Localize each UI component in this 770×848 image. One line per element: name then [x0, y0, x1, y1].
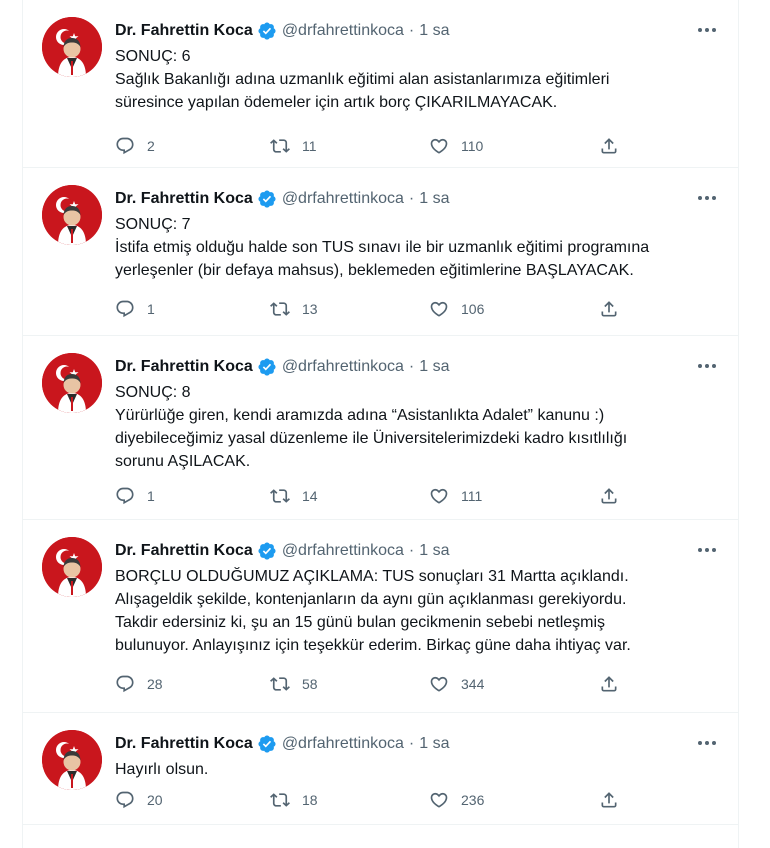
tweet-text-line: sorunu AŞILACAK.	[115, 453, 251, 470]
tweet-actions	[115, 298, 635, 320]
share-button[interactable]	[599, 135, 619, 157]
heart-icon	[429, 790, 449, 810]
tweet-text	[115, 45, 715, 114]
author-handle[interactable]: @drfahrettinkoca	[281, 190, 404, 207]
reply-count: 2	[147, 138, 155, 154]
tweet-actions	[115, 485, 635, 507]
author-handle[interactable]: @drfahrettinkoca	[281, 735, 404, 752]
timestamp[interactable]: 1 sa	[419, 735, 450, 752]
tweet-text-line: bulunuyor. Anlayışınız için teşekkür ederim. Birkaç güne daha ihtiyaç var.	[115, 637, 631, 654]
tweet-text	[115, 381, 715, 473]
heart-icon	[429, 136, 449, 156]
more-icon[interactable]	[694, 20, 720, 40]
separator-dot: ·	[408, 22, 415, 39]
reply-count: 1	[147, 301, 155, 317]
tweet-text-line: Yürürlüğe giren, kendi aramızda adına “Asistanlıkta Adalet” kanunu :)	[115, 407, 605, 424]
retweet-count: 58	[302, 676, 318, 692]
tweet[interactable]	[23, 168, 738, 336]
reply-icon	[115, 486, 135, 506]
tweet-text-line: diyebileceğimiz yasal düzenleme ile Üniversitelerimizdeki kadro kısıtlılığı	[115, 430, 628, 447]
author-name[interactable]: Dr. Fahrettin Koca	[115, 190, 253, 207]
reply-button[interactable]	[115, 135, 155, 157]
share-icon	[599, 674, 619, 694]
share-icon	[599, 486, 619, 506]
verified-badge-icon	[257, 734, 277, 754]
like-count: 344	[461, 676, 485, 692]
timestamp[interactable]: 1 sa	[419, 358, 450, 375]
like-button[interactable]	[429, 789, 484, 811]
retweet-button[interactable]	[270, 135, 317, 157]
tweet-text-line: SONUÇ: 8	[115, 384, 191, 401]
author-handle[interactable]: @drfahrettinkoca	[281, 22, 404, 39]
verified-badge-icon	[257, 21, 277, 41]
avatar[interactable]	[42, 17, 102, 77]
reply-count: 1	[147, 488, 155, 504]
more-icon[interactable]	[694, 356, 720, 376]
more-icon[interactable]	[694, 733, 720, 753]
tweet-text-line: SONUÇ: 6	[115, 48, 191, 65]
tweet-text	[115, 565, 715, 657]
tweet-text-line: Sağlık Bakanlığı adına uzmanlık eğitimi alan asistanlarımıza eğitimleri	[115, 71, 610, 88]
share-icon	[599, 790, 619, 810]
reply-icon	[115, 136, 135, 156]
share-button[interactable]	[599, 298, 619, 320]
share-icon	[599, 136, 619, 156]
retweet-icon	[270, 674, 290, 694]
tweet-text-line: Takdir edersiniz ki, şu an 15 günü bulan gecikmenin sebebi netleşmiş	[115, 614, 606, 631]
retweet-icon	[270, 486, 290, 506]
retweet-count: 18	[302, 792, 318, 808]
retweet-count: 11	[302, 138, 317, 154]
share-button[interactable]	[599, 789, 619, 811]
like-button[interactable]	[429, 135, 483, 157]
reply-count: 28	[147, 676, 163, 692]
avatar[interactable]	[42, 185, 102, 245]
reply-icon	[115, 790, 135, 810]
tweet[interactable]	[23, 713, 738, 825]
like-button[interactable]	[429, 485, 482, 507]
retweet-button[interactable]	[270, 298, 318, 320]
reply-button[interactable]	[115, 789, 163, 811]
reply-button[interactable]	[115, 298, 155, 320]
like-count: 110	[461, 138, 484, 154]
retweet-button[interactable]	[270, 673, 318, 695]
author-handle[interactable]: @drfahrettinkoca	[281, 358, 404, 375]
retweet-count: 13	[302, 301, 318, 317]
tweet[interactable]	[23, 0, 738, 168]
retweet-icon	[270, 136, 290, 156]
like-count: 111	[461, 488, 483, 504]
tweet[interactable]	[23, 520, 738, 713]
tweet-text-line: Alışageldik şekilde, kontenjanların da aynı gün açıklanması gerekiyordu.	[115, 591, 627, 608]
separator-dot: ·	[408, 542, 415, 559]
heart-icon	[429, 299, 449, 319]
like-button[interactable]	[429, 673, 484, 695]
author-handle[interactable]: @drfahrettinkoca	[281, 542, 404, 559]
author-name[interactable]: Dr. Fahrettin Koca	[115, 735, 253, 752]
share-icon	[599, 299, 619, 319]
avatar[interactable]	[42, 537, 102, 597]
timestamp[interactable]: 1 sa	[419, 190, 450, 207]
tweet-actions	[115, 135, 635, 157]
reply-icon	[115, 674, 135, 694]
like-count: 236	[461, 792, 485, 808]
tweet-actions	[115, 673, 635, 695]
heart-icon	[429, 674, 449, 694]
retweet-icon	[270, 790, 290, 810]
timestamp[interactable]: 1 sa	[419, 22, 450, 39]
like-count: 106	[461, 301, 485, 317]
avatar[interactable]	[42, 730, 102, 790]
verified-badge-icon	[257, 357, 277, 377]
tweet-text	[115, 213, 715, 282]
author-name[interactable]: Dr. Fahrettin Koca	[115, 358, 253, 375]
retweet-button[interactable]	[270, 485, 318, 507]
avatar[interactable]	[42, 353, 102, 413]
more-icon[interactable]	[694, 188, 720, 208]
verified-badge-icon	[257, 189, 277, 209]
share-button[interactable]	[599, 673, 619, 695]
tweet-thread	[22, 0, 739, 848]
reply-button[interactable]	[115, 673, 163, 695]
separator-dot: ·	[408, 358, 415, 375]
share-button[interactable]	[599, 485, 619, 507]
tweet-text-line: Hayırlı olsun.	[115, 761, 209, 778]
timestamp[interactable]: 1 sa	[419, 542, 450, 559]
reply-button[interactable]	[115, 485, 155, 507]
tweet-text-line: yerleşenler (bir defaya mahsus), beklemeden eğitimlerine BAŞLAYACAK.	[115, 262, 634, 279]
retweet-count: 14	[302, 488, 318, 504]
heart-icon	[429, 486, 449, 506]
tweet-text	[115, 758, 715, 781]
like-button[interactable]	[429, 298, 484, 320]
reply-count: 20	[147, 792, 163, 808]
tweet-text-line: SONUÇ: 7	[115, 216, 191, 233]
tweet-text-line: süresince yapılan ödemeler için artık borç ÇIKARILMAYACAK.	[115, 94, 558, 111]
reply-icon	[115, 299, 135, 319]
author-name[interactable]: Dr. Fahrettin Koca	[115, 542, 253, 559]
verified-badge-icon	[257, 541, 277, 561]
more-icon[interactable]	[694, 540, 720, 560]
tweet[interactable]	[23, 336, 738, 520]
author-name[interactable]: Dr. Fahrettin Koca	[115, 22, 253, 39]
tweet-text-line: İstifa etmiş olduğu halde son TUS sınavı ile bir uzmanlık eğitimi programına	[115, 239, 650, 256]
retweet-icon	[270, 299, 290, 319]
tweet-actions	[115, 789, 635, 811]
retweet-button[interactable]	[270, 789, 318, 811]
tweet-text-line: BORÇLU OLDUĞUMUZ AÇIKLAMA: TUS sonuçları 31 Martta açıklandı.	[115, 568, 629, 585]
separator-dot: ·	[408, 190, 415, 207]
separator-dot: ·	[408, 735, 415, 752]
